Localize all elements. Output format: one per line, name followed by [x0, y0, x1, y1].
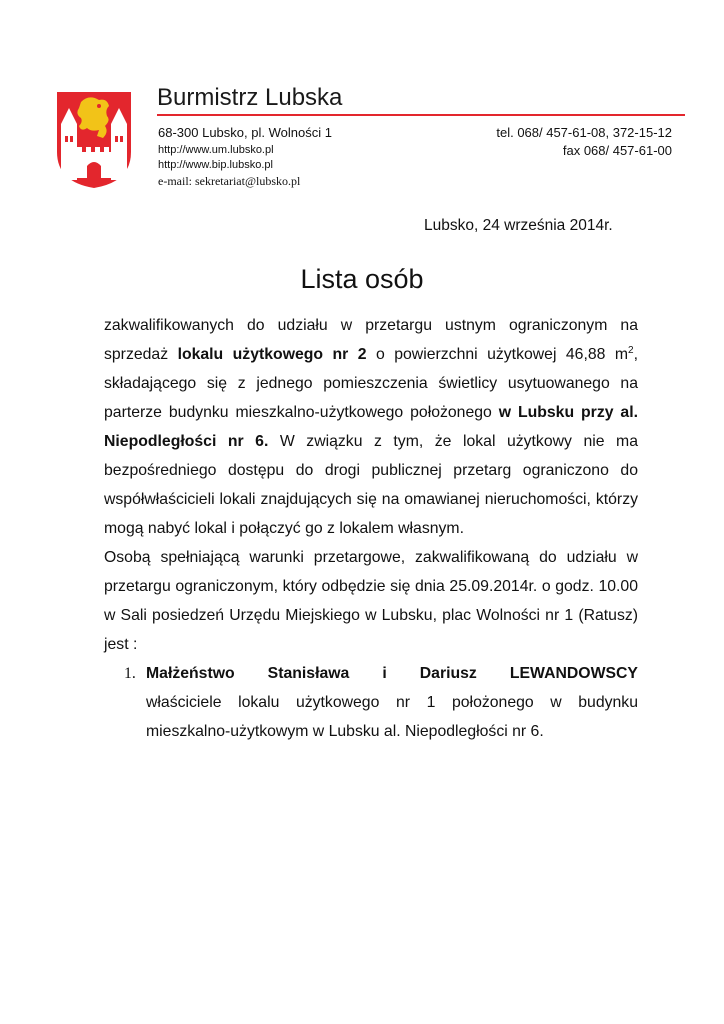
- list-item-number: 1.: [124, 665, 136, 682]
- lubsko-coat-of-arms: [55, 90, 133, 190]
- person-names: [146, 659, 638, 688]
- name-word: i: [382, 665, 387, 682]
- office-address: 68-300 Lubsko, pl. Wolności 1: [158, 125, 332, 140]
- document-date: Lubsko, 24 września 2014r.: [424, 217, 613, 234]
- document-heading: Lista osób: [300, 264, 424, 294]
- qualification-paragraph: Osobą spełniającą warunki przetargowe, zakwalifikowaną do udziału w przetargu ograniczonym, który odbędzie się dnia 25.09.2014r. o godz. 10.00 w Sali posiedzeń Urzędu Miejskiego w Lubsku, plac Wolności nr 1 (Ratusz) jest :: [104, 549, 638, 653]
- premises-location: w Lubsku przy al. Niepodległości nr 6.: [104, 404, 638, 450]
- website-link-bip[interactable]: http://www.bip.lubsko.pl: [158, 159, 273, 171]
- area-unit-superscript: 2: [628, 345, 634, 356]
- name-word: Dariusz: [419, 665, 477, 682]
- name-word: LEWANDOWSCY: [509, 665, 638, 682]
- website-link-um[interactable]: http://www.um.lubsko.pl: [158, 144, 274, 156]
- page-title: Burmistrz Lubska: [157, 84, 343, 111]
- premises-number: lokalu użytkowego nr 2: [177, 346, 367, 363]
- person-description: właściciele lokalu użytkowego nr 1 położonego w budynku mieszkalno-użytkowym w Lubsku al. Niepodległości nr 6.: [146, 694, 638, 740]
- intro-paragraph: [104, 311, 638, 543]
- document-body: [104, 311, 638, 746]
- office-phone: tel. 068/ 457-61-08, 372-15-12: [496, 125, 672, 140]
- header-divider: [157, 114, 685, 116]
- intro-text-2: o powierzchni użytkowej 46,88 m: [366, 346, 629, 363]
- name-word: Małżeństwo: [146, 665, 235, 682]
- name-word: Stanisława: [267, 665, 350, 682]
- intro-text-3: , składającego się z jednego pomieszczenia świetlicy usytuowanego na parterze budynku mieszkalno-użytkowego położonego: [104, 346, 638, 421]
- intro-text-1: zakwalifikowanych do udziału w przetargu ustnym ograniczonym na sprzedaż: [104, 317, 638, 363]
- office-fax: fax 068/ 457-61-00: [562, 143, 672, 158]
- email-address[interactable]: e-mail: sekretariat@lubsko.pl: [158, 174, 301, 188]
- list-item: [104, 659, 638, 746]
- intro-text-4: W związku z tym, że lokal użytkowy nie ma bezpośredniego dostępu do drogi publicznej przetarg ograniczono do współwłaścicieli lokali znajdujących się na omawianej nieruchomości, którzy mogą nabyć lokal i połączyć go z lokalem własnym.: [104, 433, 638, 537]
- qualified-persons-list: [104, 659, 638, 746]
